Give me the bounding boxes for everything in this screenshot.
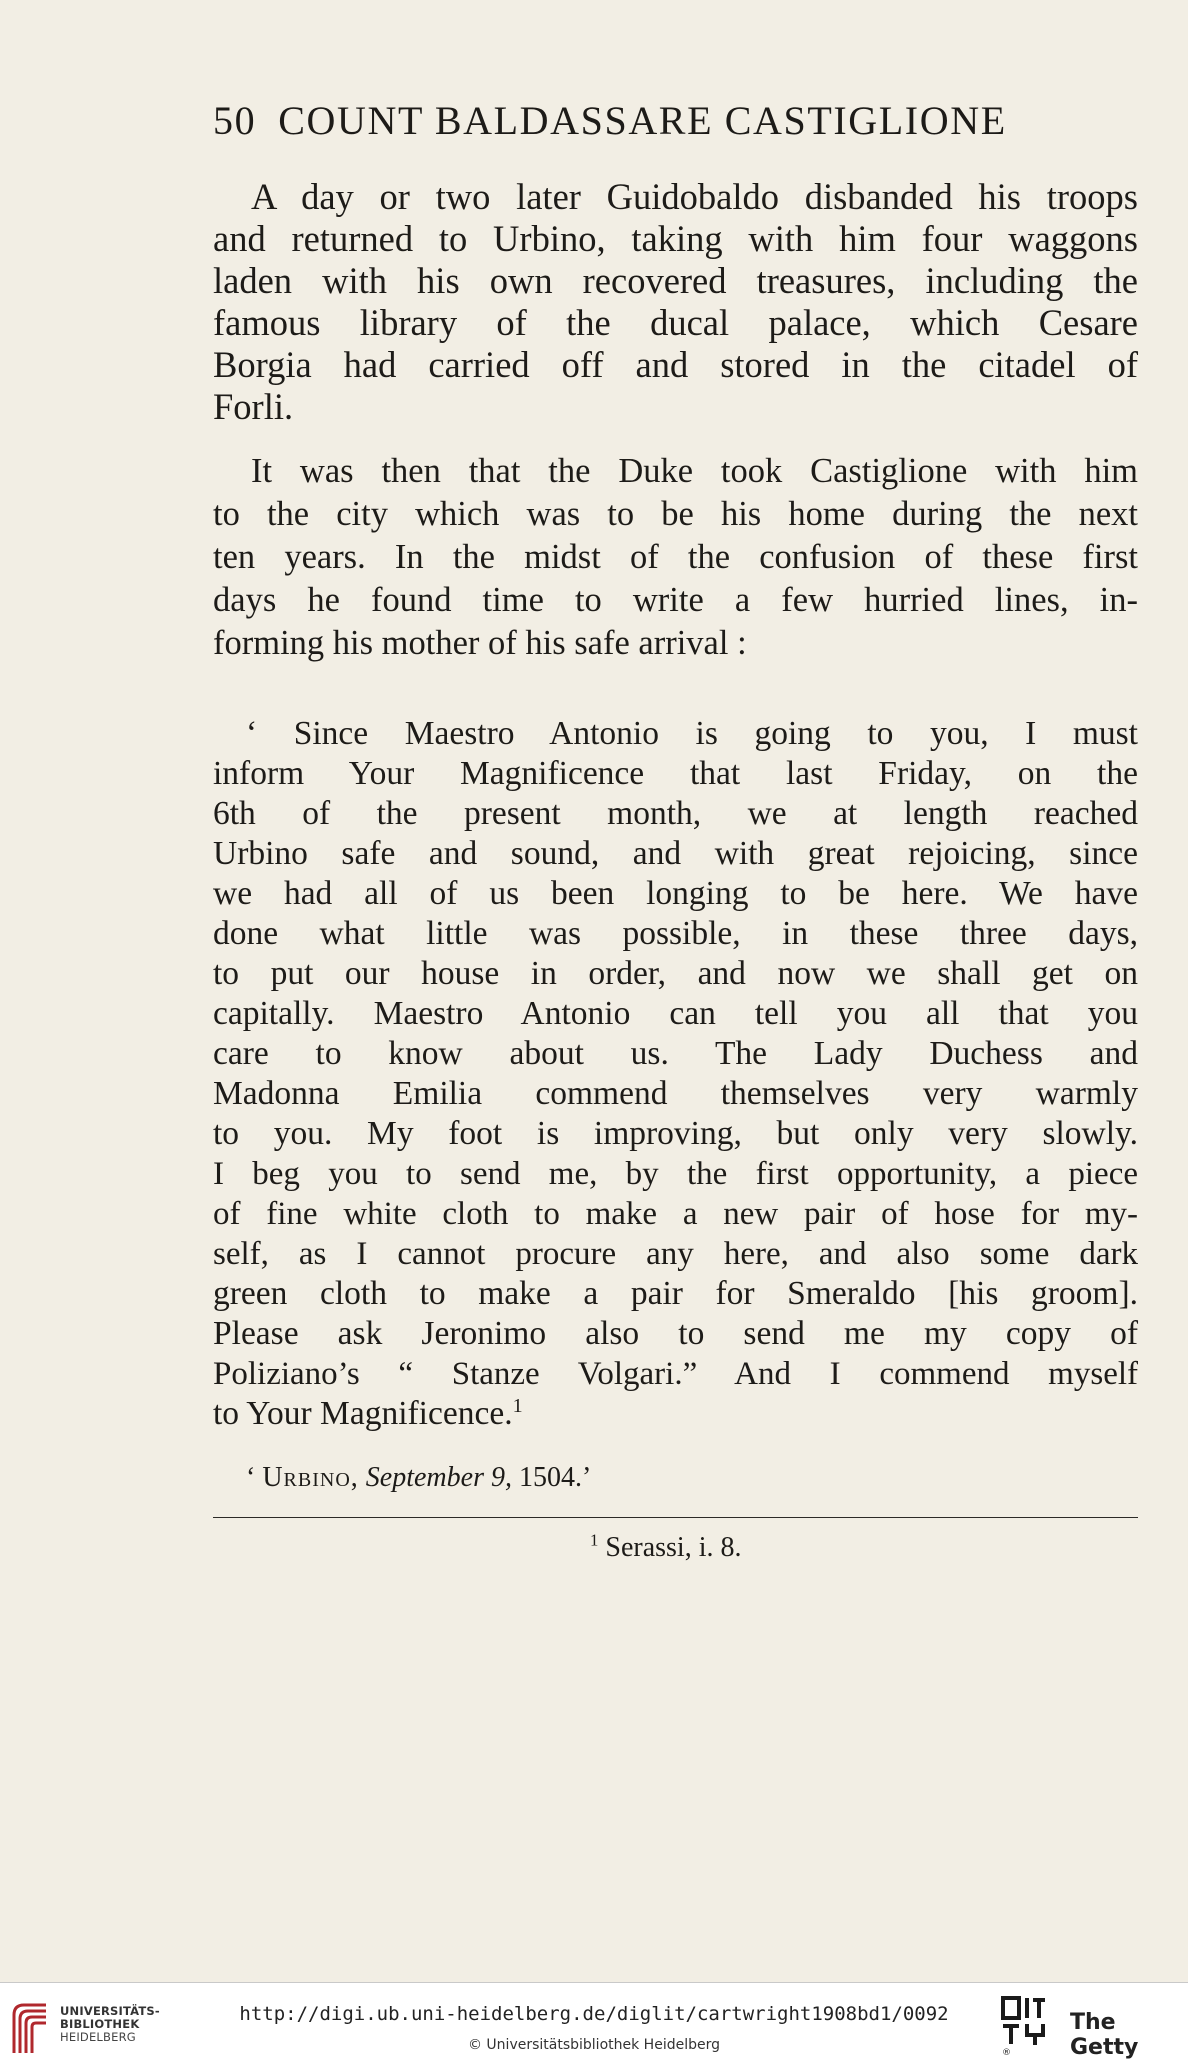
text-line: ten years. In the midst of the confusion of these first	[213, 538, 1138, 576]
text-line: laden with his own recovered treasures, including the	[213, 260, 1138, 301]
text-line: to the city which was to be his home during the next	[213, 495, 1138, 533]
text-line: green cloth to make a pair for Smeraldo [his groom].	[213, 1275, 1138, 1312]
footnote-ref: 1	[512, 1394, 523, 1417]
footnote-number: 1	[590, 1530, 599, 1550]
text-line: Please ask Jeronimo also to send me my copy of	[213, 1315, 1138, 1352]
text-line: to you. My foot is improving, but only very slowly.	[213, 1115, 1138, 1152]
text-line: of fine white cloth to make a new pair of hose for my-	[213, 1196, 1138, 1232]
text-line: inform Your Magnificence that last Friday, on the	[213, 755, 1138, 792]
text-line: ‘ Since Maestro Antonio is going to you, I must	[246, 715, 1138, 752]
text-line: A day or two later Guidobaldo disbanded his troops	[251, 176, 1138, 217]
text-line: and returned to Urbino, taking with him four waggons	[213, 218, 1138, 259]
signature-date: September 9,	[365, 1462, 512, 1493]
text-line: capitally. Maestro Antonio can tell you all that you	[213, 995, 1138, 1032]
footnote-rule	[213, 1517, 1138, 1518]
signature-place: Urbino,	[262, 1462, 359, 1493]
footnote	[590, 1530, 742, 1566]
text-line: 6th of the present month, we at length reached	[213, 795, 1138, 832]
text-line: I beg you to send me, by the first opportunity, a piece	[213, 1156, 1138, 1192]
signature-year: 1504.’	[518, 1462, 592, 1493]
library-name-line: HEIDELBERG	[60, 2030, 136, 2044]
letter-closing-text: to Your Magnificence.	[213, 1395, 513, 1432]
text-line: Borgia had carried off and stored in the citadel of	[213, 344, 1138, 385]
copyright-notice: © Universitätsbibliothek Heidelberg	[467, 2037, 720, 2053]
text-line: Poliziano’s “ Stanze Volgari.” And I commend myself	[213, 1356, 1138, 1392]
text-line: famous library of the ducal palace, which Cesare	[213, 302, 1138, 343]
page-number: 50	[213, 98, 257, 143]
text-line: forming his mother of his safe arrival :	[213, 624, 747, 662]
running-title: COUNT BALDASSARE CASTIGLIONE	[278, 98, 1007, 143]
text-line	[213, 1394, 523, 1434]
text-line: Forli.	[213, 386, 294, 427]
library-name-line: UNIVERSITÄTS-	[60, 2004, 160, 2018]
library-name-line: BIBLIOTHEK	[60, 2017, 140, 2031]
footnote-text: Serassi, i. 8.	[605, 1532, 742, 1563]
registered-mark: ®	[1002, 2048, 1011, 2057]
text-line: It was then that the Duke took Castiglione with him	[251, 452, 1138, 490]
getty-logo-icon	[1000, 1995, 1048, 2057]
text-line: we had all of us been longing to be here. We have	[213, 875, 1138, 912]
running-head	[213, 96, 1110, 146]
text-line: self, as I cannot procure any here, and also some dark	[213, 1236, 1138, 1272]
text-line: days he found time to write a few hurried lines, in-	[213, 581, 1138, 619]
signature-quote: ‘	[246, 1462, 263, 1493]
text-line: to put our house in order, and now we shall get on	[213, 955, 1138, 992]
letter-signature	[246, 1460, 591, 1496]
digitization-footer	[0, 1982, 1188, 2068]
partner-name: The Getty	[1070, 2010, 1139, 2060]
text-line: Madonna Emilia commend themselves very warmly	[213, 1075, 1138, 1112]
text-line: done what little was possible, in these three days,	[213, 915, 1138, 952]
permalink-url[interactable]: http://digi.ub.uni-heidelberg.de/diglit/cartwright1908bd1/0092	[239, 2003, 949, 2025]
text-line: care to know about us. The Lady Duchess and	[213, 1035, 1138, 1072]
text-line: Urbino safe and sound, and with great rejoicing, since	[213, 835, 1138, 872]
